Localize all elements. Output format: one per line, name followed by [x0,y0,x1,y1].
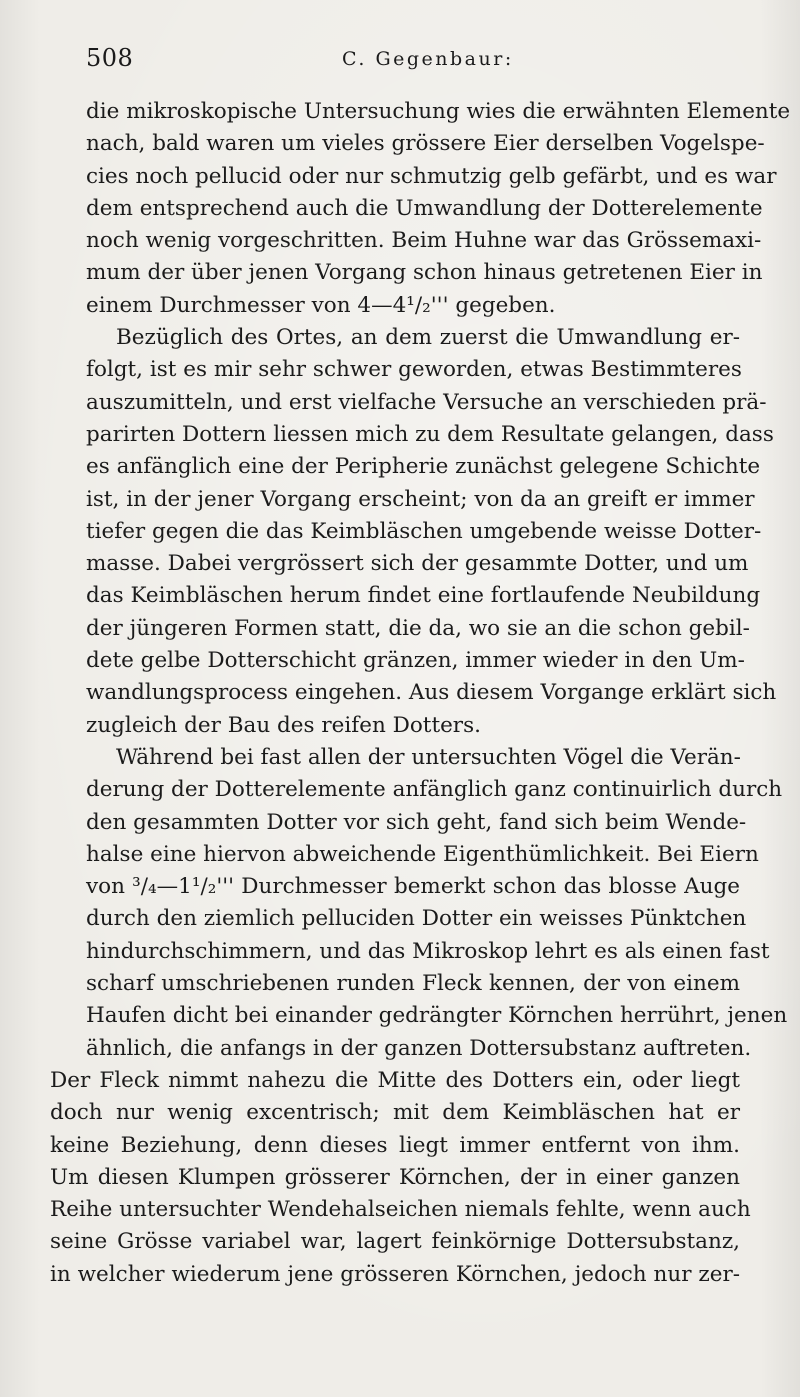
page-number: 508 [86,44,134,72]
text-line: durch den ziemlich pelluciden Dotter ein weisses Pünktchen [86,906,747,932]
text-line: zugleich der Bau des reifen Dotters. [86,712,481,738]
text-line: in welcher wiederum jene grösseren Körnchen, jedoch nur zer- [50,1261,740,1287]
text-line: tiefer gegen die das Keimbläschen umgebende weisse Dotter- [86,518,762,544]
text-line: dem entsprechend auch die Umwandlung der Dotterelemente [86,195,763,221]
text-line: doch nur wenig excentrisch; mit dem Keimbläschen hat er [50,1100,740,1126]
text-line: es anfänglich eine der Peripherie zunächst gelegene Schichte [86,454,761,480]
paragraph-start-line: Während bei fast allen der untersuchten Vögel die Verän- [116,744,741,770]
running-head: C. Gegenbaur: [342,48,514,70]
text-line: Um diesen Klumpen grösserer Körnchen, der in einer ganzen [50,1164,740,1190]
text-line: cies noch pellucid oder nur schmutzig gelb gefärbt, und es war [86,163,777,189]
text-line: dete gelbe Dotterschicht gränzen, immer wieder in den Um- [86,648,745,674]
text-line: nach, bald waren um vieles grössere Eier derselben Vogelspe- [86,131,765,157]
text-line: auszumitteln, und erst vielfache Versuche an verschieden prä- [86,389,767,415]
text-line: mum der über jenen Vorgang schon hinaus getretenen Eier in [86,260,763,286]
text-line: Der Fleck nimmt nahezu die Mitte des Dotters ein, oder liegt [50,1067,740,1093]
text-line: wandlungsprocess eingehen. Aus diesem Vorgange erklärt sich [86,680,777,706]
text-line: hindurchschimmern, und das Mikroskop lehrt es als einen fast [86,938,770,964]
text-line: derung der Dotterelemente anfänglich ganz continuirlich durch [86,777,783,803]
text-line: ähnlich, die anfangs in der ganzen Dottersubstanz auftreten. [86,1035,752,1061]
text-line: keine Beziehung, denn dieses liegt immer entfernt von ihm. [50,1132,740,1158]
text-line: einem Durchmesser von 4—4¹/₂''' gegeben. [86,292,556,318]
text-line: noch wenig vorgeschritten. Beim Huhne war das Grössemaxi- [86,228,762,254]
text-line: halse eine hiervon abweichende Eigenthümlichkeit. Bei Eiern [86,841,759,867]
text-line: der jüngeren Formen statt, die da, wo sie an die schon gebil- [86,615,750,641]
text-line: Reihe untersuchter Wendehalseichen niemals fehlte, wenn auch [50,1197,751,1223]
text-line: den gesammten Dotter vor sich geht, fand sich beim Wende- [86,809,747,835]
text-line: das Keimbläschen herum findet eine fortlaufende Neubildung [86,583,761,609]
text-line: seine Grösse variabel war, lagert feinkörnige Dottersubstanz, [50,1229,740,1255]
text-line: von ³/₄—1¹/₂''' Durchmesser bemerkt schon das blosse Auge [86,874,740,900]
page-header [86,44,786,78]
body-text [50,96,791,1291]
text-line: Haufen dicht bei einander gedrängter Körnchen herrührt, jenen [86,1003,788,1029]
paragraph-start-line: Bezüglich des Ortes, an dem zuerst die Umwandlung er- [116,325,740,351]
text-line: scharf umschriebenen runden Fleck kennen, der von einem [86,971,740,997]
text-line: parirten Dottern liessen mich zu dem Resultate gelangen, dass [86,421,774,447]
text-line: ist, in der jener Vorgang erscheint; von da an greift er immer [86,486,755,512]
text-line: masse. Dabei vergrössert sich der gesammte Dotter, und um [86,551,749,577]
text-line: folgt, ist es mir sehr schwer geworden, etwas Bestimmteres [86,357,742,383]
text-line: die mikroskopische Untersuchung wies die erwähnten Elemente [86,99,791,124]
